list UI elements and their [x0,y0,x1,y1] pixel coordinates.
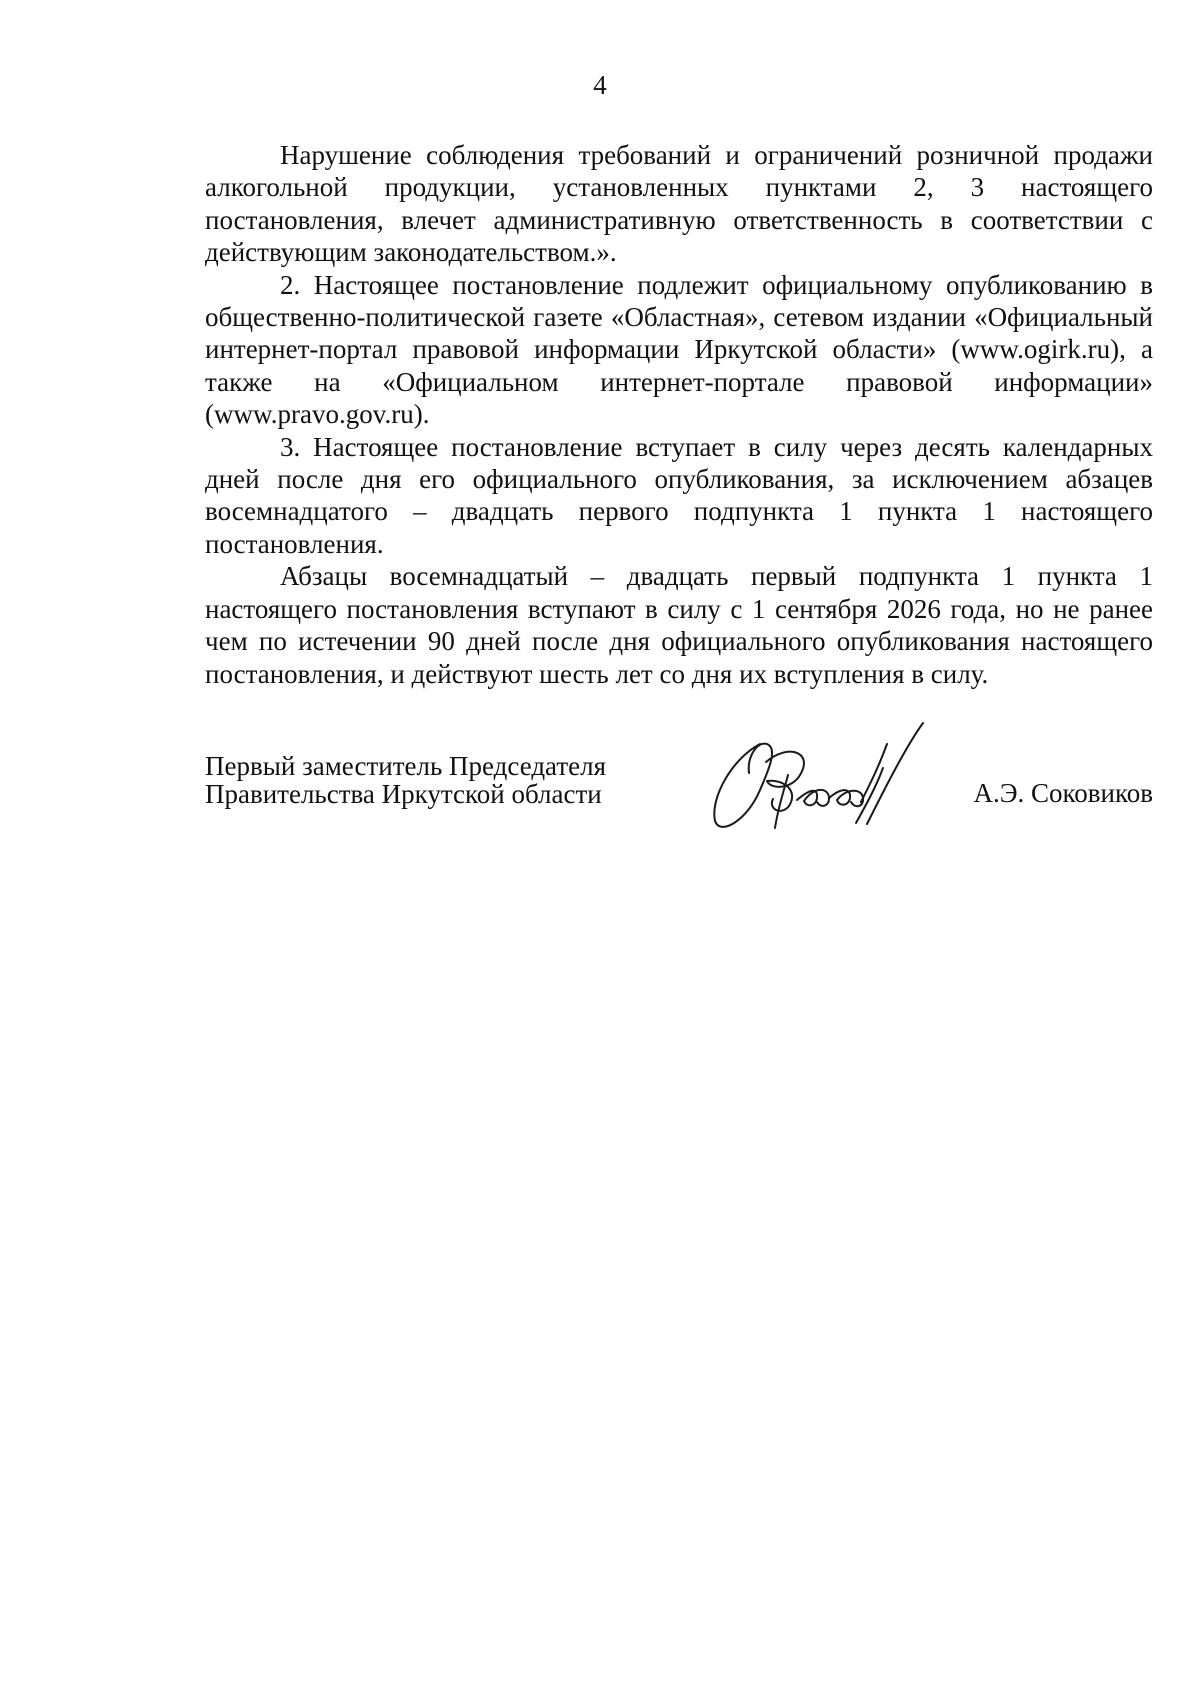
handwritten-signature [705,718,925,838]
signer-position-line-1: Первый заместитель Председателя [205,751,607,781]
signer-name: А.Э. Соковиков [973,778,1153,808]
paragraph-violation-liability: Нарушение соблюдения требований и ограничений розничной продажи алкогольной продукции, установленных пунктами 2, 3 настоящего постановления, влечет административную ответственность в соответствии с действующим законодательством.». [205,140,1153,268]
signature-block [205,752,1153,872]
paragraph-entry-into-force: 3. Настоящее постановление вступает в силу через десять календарных дней после дня его официального опубликования, за исключением абзацев восемнадцатого – двадцать первого подпункта 1 пункта 1 настоящего постановления. [205,431,1153,559]
document-body [205,139,1153,690]
signer-position-line-2: Правительства Иркутской области [205,779,602,809]
paragraph-special-effective-date: Абзацы восемнадцатый – двадцать первый подпункта 1 пункта 1 настоящего постановления вступают в силу с 1 сентября 2026 года, но не ранее чем по истечении 90 дней после дня официального опубликования настоящего постановления, и действуют шесть лет со дня их вступления в силу. [205,561,1153,689]
paragraph-publication: 2. Настоящее постановление подлежит официальному опубликованию в общественно-политической газете «Областная», сетевом издании «Официальный интернет-портал правовой информации Иркутской области» (www.ogirk.ru), а также на «Официальном интернет-портале правовой информации» (www.pravo.gov.ru). [205,269,1153,430]
signer-position [205,752,606,808]
page-number: 4 [593,70,607,100]
